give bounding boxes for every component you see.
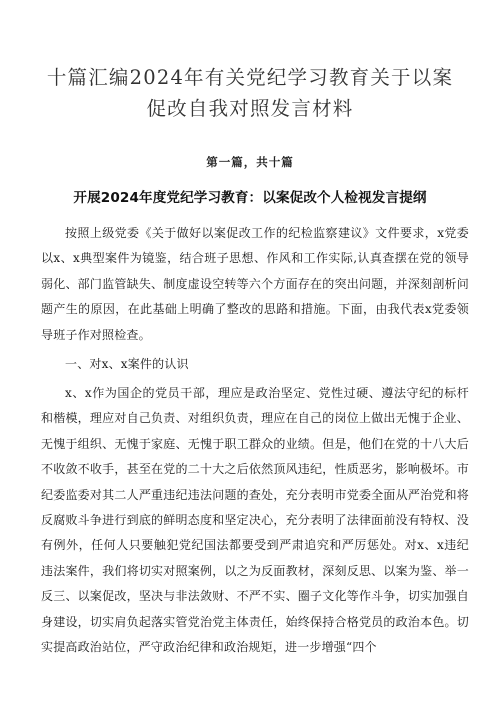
body-paragraph-1: 按照上级党委《关于做好以案促改工作的纪检监察建议》文件要求，x党委以x、x典型案件为镜鉴，结合班子思想、作风和工作实际,认真查摆在党的领导弱化、部门监管缺失、制度虚设空转等六个方面存在的突出问题，并深刻剖析问题产生的原因，在此基础上明确了整改的思路和措施。下面，由我代表x党委领导班子作对照检查。 <box>41 226 469 342</box>
document-title: 十篇汇编2024年有关党纪学习教育关于以案促改自我对照发言材料 <box>46 66 454 120</box>
subheading-case-awareness: 一、对x、x案件的认识 <box>65 357 189 371</box>
section-label: 第一篇，共十篇 <box>206 155 294 169</box>
body-paragraph-2: x、x作为国企的党员干部，理应是政治坚定、党性过硬、遵法守纪的标杆和楷模，理应对自己负责、对组织负责，理应在自己的岗位上做出无愧于企业、无愧于组织、无愧于家庭、无愧于职工群众的业绩。但是，他们在党的十八大后不收敛不收手，甚至在党的二十大之后依然顶风违纪，性质恶劣，影响极坏。市纪委监委对其二人严重违纪违法问题的查处，充分表明市党委全面从严治党和将反腐败斗争进行到底的鲜明态度和坚定决心，充分表明了法律面前没有特权、没有例外，任何人只要触犯党纪国法都要受到严肃追究和严厉惩处。对x、x违纪违法案件，我们将切实对照案例，以之为反面教材，深刻反思、以案为鉴、举一反三、以案促改，坚决与非法敛财、不严不实、圈子文化等作斗争，切实加强自身建设，切实肩负起落实管党治党主体责任，始终保持合格党员的政治本色。切实提高政治站位，严守政治纪律和政治规矩，进一步增强“四个 <box>41 386 469 655</box>
section-heading: 开展2024年度党纪学习教育：以案促改个人检视发言提纲 <box>73 190 427 206</box>
